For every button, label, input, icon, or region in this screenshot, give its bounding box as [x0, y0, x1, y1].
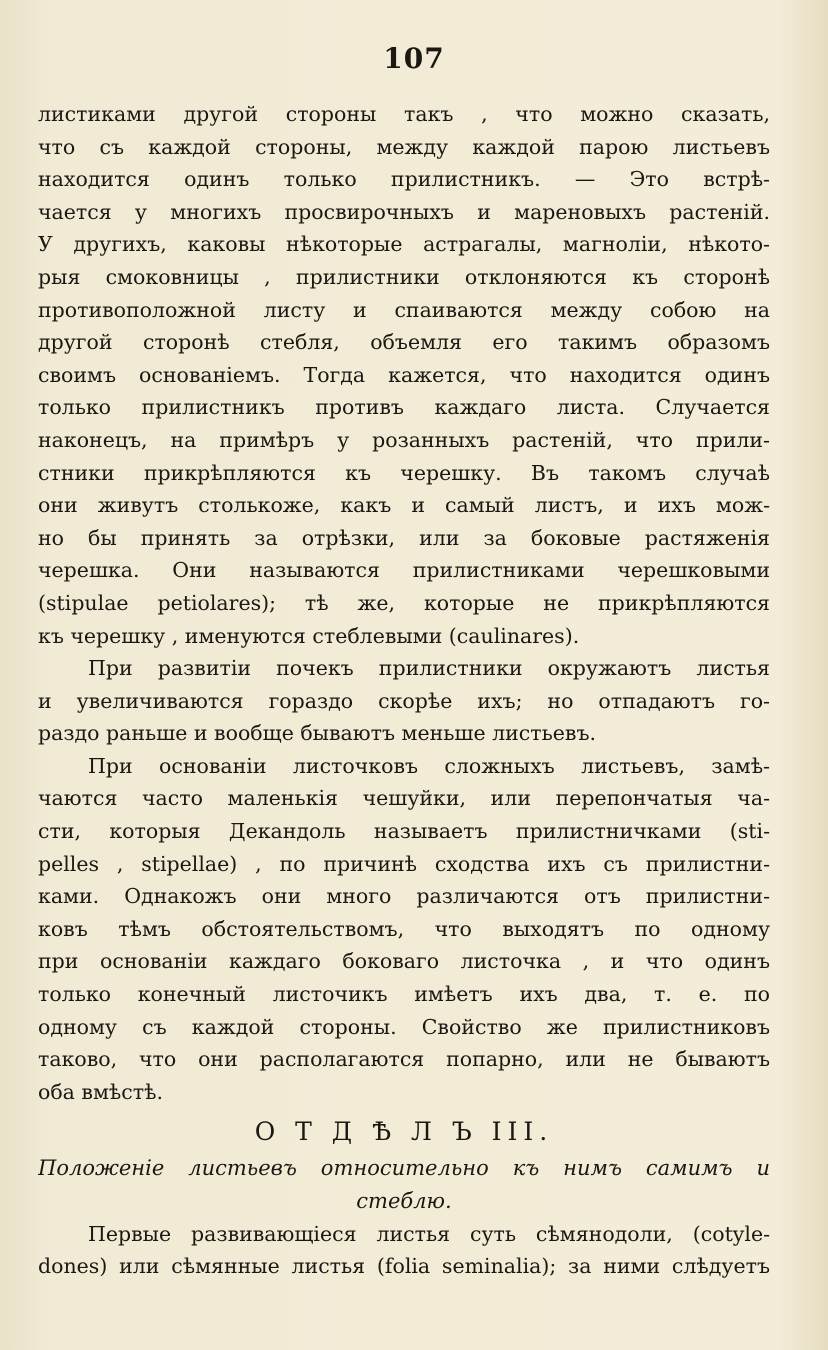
text-line: только конечный листочикъ имѣетъ ихъ два, т. е. по	[38, 982, 770, 1007]
text-line: рыя смоковницы , прилистники отклоняются къ сторонѣ	[38, 264, 770, 289]
text-line: одному съ каждой стороны. Свойство же прилистниковъ	[38, 1014, 770, 1039]
paragraph-stipules-development	[38, 652, 770, 750]
text-line: ками. Однакожъ они много различаются отъ прилистни-	[38, 884, 770, 909]
section-subtitle	[38, 1152, 770, 1217]
text-line: своимъ основаніемъ. Тогда кажется, что находится одинъ	[38, 362, 770, 387]
subtitle-line: Положеніе листьевъ относительно къ нимъ самимъ и	[38, 1156, 770, 1181]
paragraph-stipules-attachment	[38, 98, 770, 652]
text-line: и увеличиваются гораздо скорѣе ихъ; но отпадаютъ го-	[38, 688, 770, 713]
text-line: при основаніи каждаго боковаго листочка , и что одинъ	[38, 949, 770, 974]
text-line: При развитіи почекъ прилистники окружаютъ листья	[88, 656, 770, 681]
text-line: У другихъ, каковы нѣкоторые астрагалы, магноліи, нѣкото-	[38, 232, 770, 257]
text-line: чаются часто маленькія чешуйки, или перепончатыя ча-	[38, 786, 770, 811]
text-line: сти, которыя Декандоль называетъ прилистничками (sti-	[38, 819, 770, 844]
paragraph-cotyledons	[38, 1218, 770, 1283]
paragraph-stipels	[38, 750, 770, 1109]
text-line: чается у многихъ просвирочныхъ и мареновыхъ растеній.	[38, 199, 770, 224]
text-line: (stipulae petiolares); тѣ же, которые не прикрѣпляются	[38, 590, 770, 615]
text-line: таково, что они располагаются попарно, или не бываютъ	[38, 1047, 770, 1072]
text-line: къ черешку , именуются стеблевыми (caulinares).	[38, 623, 580, 648]
text-line: листиками другой стороны такъ , что можно сказать,	[38, 102, 770, 126]
text-line: они живутъ столькоже, какъ и самый листъ, и ихъ мож-	[38, 493, 770, 518]
text-line: раздо раньше и вообще бываютъ меньше листьевъ.	[38, 721, 597, 746]
text-line: наконецъ, на примѣръ у розанныхъ растеній, что прили-	[38, 427, 770, 452]
text-line: При основаніи листочковъ сложныхъ листьевъ, замѣ-	[88, 753, 770, 778]
text-line: dones) или сѣмянные листья (folia seminalia); за ними слѣдуетъ	[38, 1254, 770, 1279]
text-line: противоположной листу и спаиваются между собою на	[38, 297, 770, 322]
text-line: Первые развивающіеся листья суть сѣмянодоли, (cotyle-	[88, 1221, 770, 1246]
text-line: ковъ тѣмъ обстоятельствомъ, что выходятъ по одному	[38, 916, 770, 941]
text-line: другой сторонѣ стебля, объемля его такимъ образомъ	[38, 330, 770, 355]
text-line: стники прикрѣпляются къ черешку. Въ такомъ случаѣ	[38, 460, 770, 485]
text-line: оба вмѣстѣ.	[38, 1079, 163, 1104]
text-line: но бы принять за отрѣзки, или за боковые растяженія	[38, 525, 770, 550]
section-heading: О Т Д Ѣ Л Ъ III.	[254, 1117, 554, 1147]
page-number: 107	[383, 42, 445, 75]
text-line: находится одинъ только прилистникъ. — Это встрѣ-	[38, 167, 770, 192]
body-text	[38, 98, 770, 1283]
text-line: что съ каждой стороны, между каждой парою листьевъ	[38, 134, 770, 159]
subtitle-line: стеблю.	[356, 1189, 452, 1213]
text-line: pelles , stipellae) , по причинѣ сходства ихъ съ прилистни-	[38, 851, 770, 876]
text-line: только прилистникъ противъ каждаго листа. Случается	[38, 395, 770, 420]
text-line: черешка. Они называются прилистниками черешковыми	[38, 558, 770, 583]
